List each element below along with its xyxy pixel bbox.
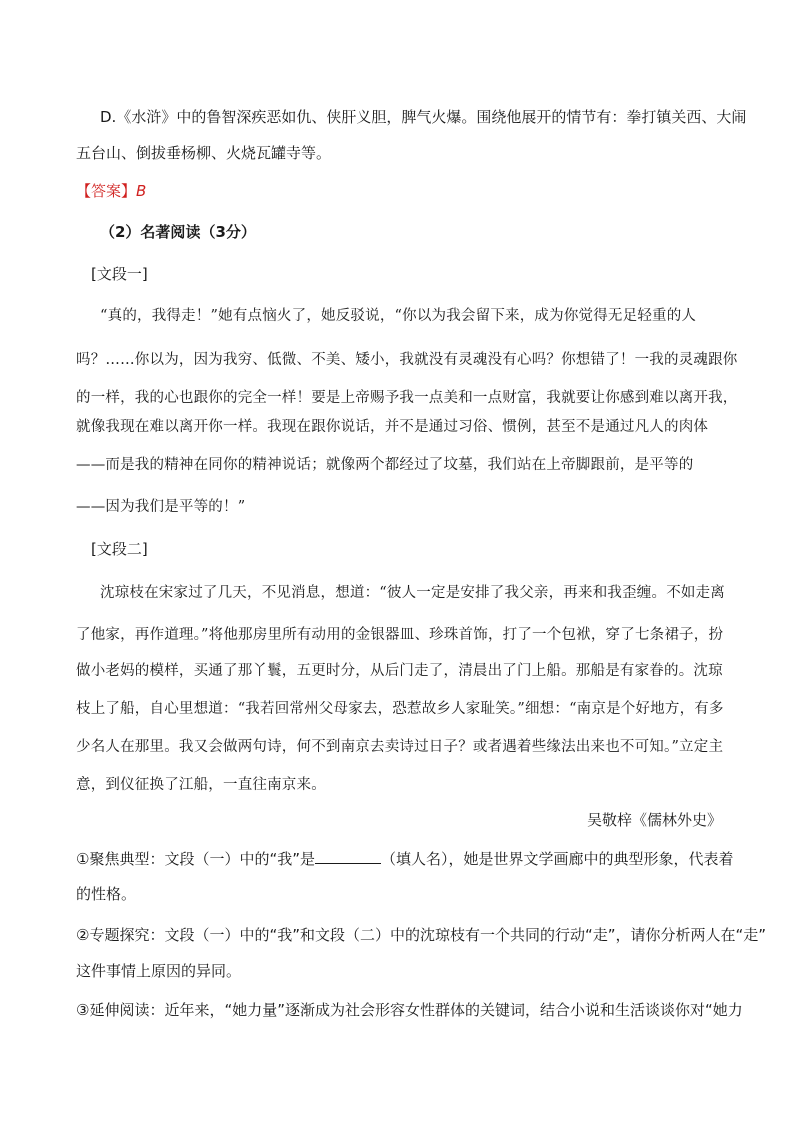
question-1-prefix: ①聚焦典型：文段（一）中的“我”是 (76, 850, 315, 868)
passage-1-line: 吗？……你以为，因为我穷、低微、不美、矮小，我就没有灵魂没有心吗？你想错了！一我的灵魂跟你 (76, 352, 738, 368)
option-d-line-1: D.《水浒》中的鲁智深疾恶如仇、侠肝义胆，脾气火爆。围绕他展开的情节有：拳打镇关西、大闹 (100, 108, 747, 126)
question-1-suffix: （填人名），她是世界文学画廊中的典型形象，代表着 (381, 850, 734, 868)
passage-2-line: 了他家，再作道理。”将他那房里所有动用的金银器皿、珍珠首饰，打了一个包袱，穿了七条裙子，扮 (76, 627, 724, 643)
answer-value: B (136, 182, 147, 200)
passage-2-source: 吴敬梓《儒林外史》 (586, 811, 722, 829)
question-2-line-2: 这件事情上原因的异同。 (76, 962, 242, 980)
passage-2-line: 意，到仪征换了江船，一直往南京来。 (76, 777, 326, 793)
passage-1-heading: [文段一] (91, 265, 148, 283)
question-2-line-1: ②专题探究：文段（一）中的“我”和文段（二）中的沈琼枝有一个共同的行动“走”，请你分析两人在“走” (76, 926, 767, 944)
passage-1-line: “真的，我得走！”她有点恼火了，她反驳说，“你以为我会留下来，成为你觉得无足轻重的人 (100, 308, 697, 324)
answer-label: 【答案】 (76, 182, 137, 200)
passage-1-line: 就像我现在难以离开你一样。我现在跟你说话，并不是通过习俗、惯例，甚至不是通过凡人的肉体 (76, 419, 709, 435)
option-d-line-2: 五台山、倒拔垂杨柳、火烧瓦罐寺等。 (76, 144, 332, 162)
passage-2-line: 做小老妈的模样，买通了那丫鬟，五更时分，从后门走了，清晨出了门上船。那船是有家眷的。沈琼 (76, 663, 723, 679)
passage-2-line: 少名人在那里。我又会做两句诗，何不到南京去卖诗过日子？或者遇着些缘法出来也不可知。”立定主 (76, 739, 724, 755)
passage-2-line: 沈琼枝在宋家过了几天，不见消息，想道：“彼人一定是安排了我父亲，再来和我歪缠。不如走离 (100, 585, 726, 601)
question-1-line-1 (76, 849, 734, 869)
passage-1-line: ——因为我们是平等的！” (76, 499, 246, 515)
section-title: （2）名著阅读（3分） (100, 223, 256, 241)
passage-1-line: ——而是我的精神在同你的精神说话；就像两个都经过了坟墓，我们站在上帝脚跟前，是平等的 (76, 457, 694, 473)
passage-2-heading: [文段二] (91, 540, 148, 558)
passage-2-line: 枝上了船，自心里想道：“我若回常州父母家去，恐惹故乡人家耻笑。”细想：“南京是个好地方，有多 (76, 701, 724, 717)
question-3-line-1: ③延伸阅读：近年来，“她力量”逐渐成为社会形容女性群体的关键词，结合小说和生活谈谈你对“她力 (76, 1001, 743, 1019)
passage-1-line: 的一样，我的心也跟你的完全一样！要是上帝赐予我一点美和一点财富，我就要让你感到难以离开我， (76, 390, 738, 406)
question-1-line-2: 的性格。 (76, 885, 137, 903)
answer-row (76, 181, 146, 201)
answer-blank[interactable] (315, 849, 381, 864)
